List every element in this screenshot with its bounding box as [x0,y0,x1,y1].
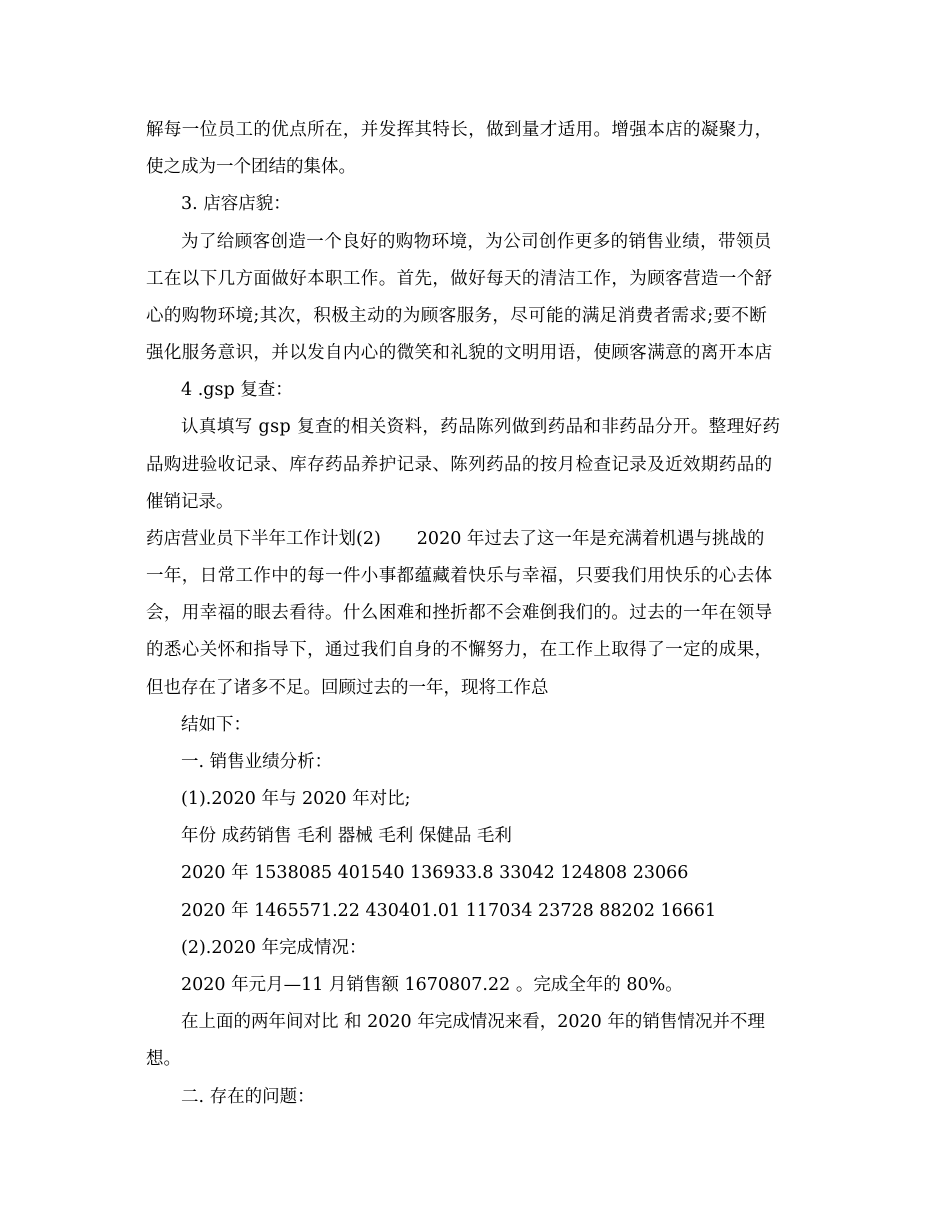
paragraph-line: 一年，日常工作中的每一件小事都蕴藏着快乐与幸福，只要我们用快乐的心去体 [146,566,773,586]
subheading: (1).2020 年与 2020 年对比; [181,789,411,809]
section-heading: 3. 店容店貌： [181,194,291,214]
table-header-line: 年份 成药销售 毛利 器械 毛利 保健品 毛利 [181,826,512,846]
paragraph-line: 解每一位员工的优点所在，并发挥其特长，做到量才适用。增强本店的凝聚力， [146,120,773,140]
paragraph-line: 但也存在了诸多不足。回顾过去的一年，现将工作总 [146,678,549,698]
paragraph-line: 使之成为一个团结的集体。 [146,157,356,177]
paragraph-line: 工在以下几方面做好本职工作。首先，做好每天的清洁工作，为顾客营造一个舒 [146,269,773,289]
paragraph-line: 想。 [146,1049,181,1069]
paragraph-line: 强化服务意识，并以发自内心的微笑和礼貌的文明用语，使顾客满意的离开本店 [146,343,773,363]
paragraph-line: 在上面的两年间对比 和 2020 年完成情况来看，2020 年的销售情况并不理 [181,1012,765,1032]
paragraph-text: 2020 年过去了这一年是充满着机遇与挑战的 [416,529,765,549]
section-heading: 一. 销售业绩分析： [181,752,333,772]
paragraph-line: 为了给顾客创造一个良好的购物环境，为公司创作更多的销售业绩，带领员 [181,232,772,252]
paragraph-line: 结如下： [181,715,251,735]
paragraph-line: 品购进验收记录、库存药品养护记录、陈列药品的按月检查记录及近效期药品的 [146,455,773,475]
section-title-line [146,529,764,549]
section-title: 药店营业员下半年工作计划(2) [146,529,381,549]
section-heading: 二. 存在的问题： [181,1087,315,1107]
paragraph-line: 的悉心关怀和指导下，通过我们自身的不懈努力，在工作上取得了一定的成果， [146,640,773,660]
table-row: 2020 年 1538085 401540 136933.8 33042 124808 23066 [181,863,689,883]
subheading: (2).2020 年完成情况： [181,938,367,958]
paragraph-line: 会，用幸福的眼去看待。什么困难和挫折都不会难倒我们的。过去的一年在领导 [146,603,773,623]
section-heading: 4 .gsp 复查： [181,380,293,400]
paragraph-line: 2020 年元月—11 月销售额 1670807.22 。完成全年的 80%。 [181,975,683,995]
paragraph-line: 认真填写 gsp 复查的相关资料，药品陈列做到药品和非药品分开。整理好药 [181,417,781,437]
paragraph-line: 心的购物环境;其次，积极主动的为顾客服务，尽可能的满足消费者需求;要不断 [146,306,768,326]
paragraph-line: 催销记录。 [146,492,234,512]
table-row: 2020 年 1465571.22 430401.01 117034 23728 88202 16661 [181,901,717,921]
